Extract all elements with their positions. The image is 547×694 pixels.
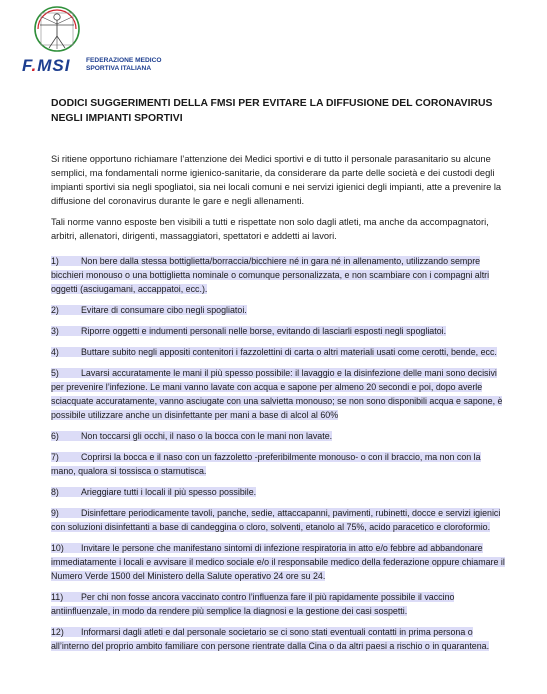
list-item: 10) Invitare le persone che manifestano sintomi di infezione respiratoria in atto e/o febbre ad abbandonare immediatamente i locali e avvisare il medico sociale e/o il responsabile medico della federazione oppure chiamare il Numero Verde 1500 del Ministero della Salute operativo 24 ore su 24. bbox=[51, 543, 505, 581]
list-item: 9) Disinfettare periodicamente tavoli, panche, sedie, attaccapanni, pavimenti, rubinetti, docce e servizi igienici con soluzioni disinfettanti a base di candeggina o cloro, solventi, etanolo al 75%, acido paracetico e cloroformio. bbox=[51, 508, 501, 532]
list-item: 12) Informarsi dagli atleti e dal personale societario se ci sono stati eventuali contatti in prima persona o all’interno del proprio ambito familiare con persone rientrate dalla Cina o da altri paesi a rischio o in quarantena. bbox=[51, 627, 490, 651]
intro-paragraph: Si ritiene opportuno richiamare l’attenzione dei Medici sportivi e di tutto il personale parasanitario su alcune semplici, ma fondamentali norme igienico-sanitarie, da considerare da parte delle società e dei custodi degli impianti sportivi sia negli spogliatoi, sia nei locali comuni e nei servizi igienici degli impianti, atte a prevenire la diffusione del coronavirus durante le gare e negli allenamenti. bbox=[51, 154, 502, 206]
vitruvian-man-icon bbox=[32, 4, 82, 54]
list-item: 1) Non bere dalla stessa bottiglietta/borraccia/bicchiere né in gara né in allenamento, utilizzando sempre bicchieri monouso o una bottiglietta nominale o comunque personalizzata, e non scambiare con i compagni altri oggetti (asciugamani, accappatoi, ecc.). bbox=[51, 256, 490, 294]
list-item: 3) Riporre oggetti e indumenti personali nelle borse, evitando di lasciarli esposti negli spogliatoi. bbox=[51, 326, 447, 336]
list-item: 6) Non toccarsi gli occhi, il naso o la bocca con le mani non lavate. bbox=[51, 431, 333, 441]
list-item: 7) Coprirsi la bocca e il naso con un fazzoletto -preferibilmente monouso- o con il braccio, ma non con la mano, qualora si tossisca o starnutisca. bbox=[51, 452, 481, 476]
list-item: 11) Per chi non fosse ancora vaccinato contro l’influenza fare il più rapidamente possibile il vaccino antiinfluenzale, in modo da rendere più semplice la diagnosi e la gestione dei casi sospetti. bbox=[51, 592, 455, 616]
logo-organization-name: FEDERAZIONE MEDICO SPORTIVA ITALIANA bbox=[86, 57, 162, 72]
list-item: 4) Buttare subito negli appositi contenitori i fazzolettini di carta o altri materiali usati come cerotti, bende, ecc. bbox=[51, 347, 497, 357]
list-item: 5) Lavarsi accuratamente le mani il più spesso possibile: il lavaggio e la disinfezione delle mani sono decisivi per prevenire l’infezione. Le mani vanno lavate con acqua e sapone per almeno 20 secondi e poi, dopo averle sciacquate accuratamente, vanno asciugate con una salvietta monouso; se non sono disponibili acqua e sapone, è possibile utilizzare anche un disinfettante per mani a base di alcol al 60% bbox=[51, 368, 503, 420]
document-title: DODICI SUGGERIMENTI DELLA FMSI PER EVITARE LA DIFFUSIONE DEL CORONAVIRUS NEGLI IMPIANTI SPORTIVI bbox=[51, 98, 493, 124]
list-item: 2) Evitare di consumare cibo negli spogliatoi. bbox=[51, 305, 247, 315]
logo-acronym: F.MSI bbox=[22, 56, 71, 75]
list-item: 8) Arieggiare tutti i locali il più spesso possibile. bbox=[51, 487, 257, 497]
suggestions-list bbox=[51, 254, 506, 660]
fmsi-logo bbox=[18, 4, 168, 74]
scope-paragraph: Tali norme vanno esposte ben visibili a tutti e rispettate non solo dagli atleti, ma anche da accompagnatori, arbitri, allenatori, dirigenti, massaggiatori, spettatori e addetti ai lavori. bbox=[51, 217, 489, 241]
